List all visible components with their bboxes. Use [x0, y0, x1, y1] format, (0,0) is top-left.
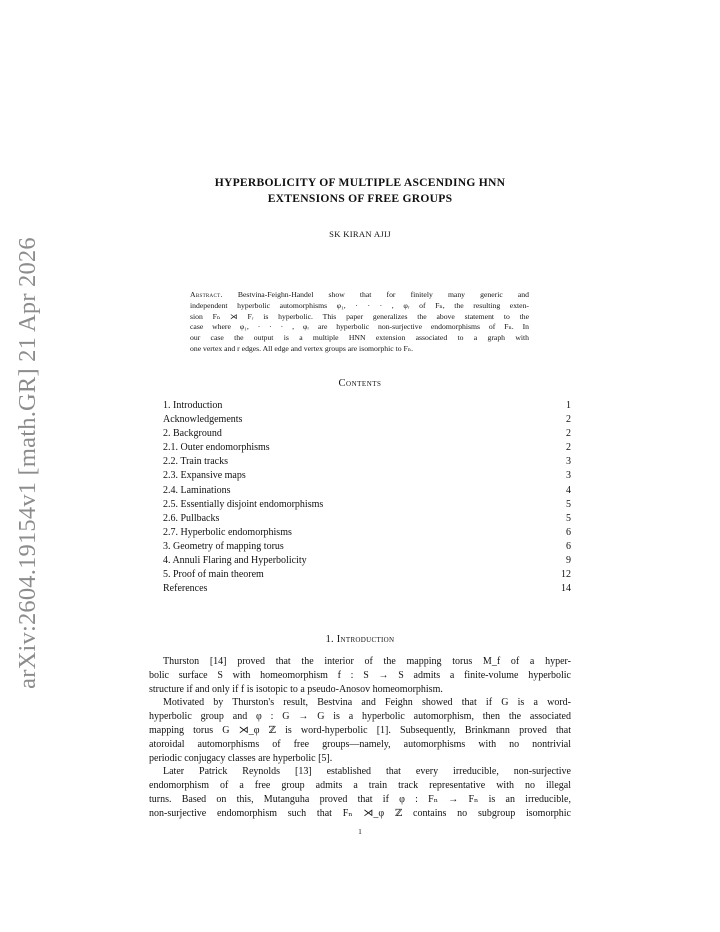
- toc-entry-train-tracks[interactable]: [163, 455, 571, 469]
- abstract-line: independent hyperbolic automorphisms φ₁, · · · , φᵣ of Fₙ, the resulting exten-: [190, 300, 529, 310]
- body-line: bolic surface S with homeomorphism f : S → S admits a finite-volume hyperbolic: [149, 669, 571, 681]
- abstract-label: Abstract.: [190, 290, 223, 299]
- abstract-text: Bestvina-Feighn-Handel show that for finitely many generic and: [237, 290, 529, 299]
- toc-entry-proof-main-theorem[interactable]: [163, 568, 571, 582]
- body-line: periodic conjugacy classes are hyperbolic [5].: [149, 752, 333, 764]
- toc-entry-label: References: [163, 583, 208, 595]
- toc-entry-page: 14: [561, 583, 571, 595]
- body-line: Thurston [14] proved that the interior of the mapping torus M_f of a hyper-: [163, 656, 571, 667]
- toc-entry-page: 3: [566, 470, 571, 482]
- title-line-2: EXTENSIONS OF FREE GROUPS: [267, 191, 453, 205]
- abstract: [190, 290, 529, 355]
- toc-entry-outer-endomorphisms[interactable]: [163, 441, 571, 455]
- toc-entry-essentially-disjoint[interactable]: [163, 498, 571, 512]
- toc-entry-label: 5. Proof of main theorem: [163, 569, 264, 581]
- title-line-1: HYPERBOLICITY OF MULTIPLE ASCENDING HNN: [214, 176, 506, 189]
- toc-entry-page: 1: [566, 400, 571, 411]
- section-heading-introduction: 1. Introduction: [325, 634, 395, 645]
- contents-heading: Contents: [338, 378, 382, 389]
- toc-entry-label: 2.7. Hyperbolic endomorphisms: [163, 526, 292, 538]
- abstract-line: one vertex and r edges. All edge and vertex groups are isomorphic to Fₙ.: [190, 343, 413, 353]
- body-line: endomorphism of a free group admits a train track representative with no illegal: [149, 780, 571, 792]
- toc-entry-hyperbolic-endomorphisms[interactable]: [163, 526, 571, 540]
- toc-entry-page: 6: [566, 540, 571, 552]
- toc-entry-page: 12: [561, 569, 571, 581]
- toc-entry-label: 2.1. Outer endomorphisms: [163, 442, 270, 454]
- body-line: structure if and only if f is isotopic to a pseudo-Anosov homeomorphism.: [149, 683, 443, 695]
- toc-entry-introduction[interactable]: [163, 399, 571, 413]
- arxiv-identifier: arXiv:2604.19154v1 [math.GR] 21 Apr 2026: [14, 237, 41, 689]
- toc-entry-page: 2: [566, 428, 571, 440]
- toc-entry-label: 2. Background: [163, 428, 222, 440]
- abstract-line: case where φ₁, · · · , φᵣ are hyperbolic non-surjective endomorphisms of Fₙ. In: [190, 322, 529, 332]
- toc-entry-page: 5: [566, 512, 571, 524]
- introduction-body: [149, 655, 571, 821]
- toc-entry-expansive-maps[interactable]: [163, 469, 571, 483]
- toc-entry-page: 2: [566, 414, 571, 426]
- toc-entry-laminations[interactable]: [163, 484, 571, 498]
- toc-entry-page: 4: [566, 484, 571, 496]
- toc-entry-annuli-flaring[interactable]: [163, 554, 571, 568]
- body-line: Motivated by Thurston's result, Bestvina and Feighn showed that if G is a word-: [163, 697, 571, 709]
- toc-entry-page: 6: [566, 526, 571, 538]
- toc-entry-pullbacks[interactable]: [163, 512, 571, 526]
- toc-entry-page: 5: [566, 498, 571, 510]
- page-number: 1: [358, 827, 362, 836]
- toc-entry-label: 2.2. Train tracks: [163, 456, 228, 468]
- body-line: hyperbolic group and φ : G → G is a hyperbolic automorphism, then the associated: [149, 711, 571, 723]
- toc-entry-label: 2.4. Laminations: [163, 484, 231, 496]
- body-line: mapping torus G ⋊_φ ℤ is word-hyperbolic [1]. Subsequently, Brinkmann proved that: [149, 724, 571, 736]
- toc-entry-geometry-mapping-torus[interactable]: [163, 540, 571, 554]
- author-name: SK KIRAN AJIJ: [329, 229, 391, 239]
- toc-entry-label: 2.6. Pullbacks: [163, 512, 220, 524]
- toc-entry-page: 9: [566, 555, 571, 567]
- table-of-contents: [163, 399, 571, 596]
- abstract-line: our case the output is a multiple HNN extension associated to a graph with: [190, 333, 529, 343]
- toc-entry-page: 2: [566, 442, 571, 454]
- toc-entry-label: 2.5. Essentially disjoint endomorphisms: [163, 498, 324, 510]
- abstract-line: sion Fₙ ⋊ Fᵣ is hyperbolic. This paper generalizes the above statement to the: [190, 311, 529, 321]
- toc-entry-page: 3: [566, 456, 571, 468]
- body-line: turns. Based on this, Mutanguha proved that if φ : Fₙ → Fₙ is an irreducible,: [149, 793, 571, 805]
- abstract-line: [190, 290, 529, 301]
- toc-entry-label: 4. Annuli Flaring and Hyperbolicity: [163, 555, 307, 567]
- body-line: non-surjective endomorphism such that Fₙ ⋊_φ ℤ contains no subgroup isomorphic: [149, 807, 571, 819]
- paper-title: [150, 175, 570, 206]
- toc-entry-background[interactable]: [163, 427, 571, 441]
- toc-entry-label: Acknowledgements: [163, 414, 243, 426]
- toc-entry-label: 2.3. Expansive maps: [163, 470, 246, 482]
- toc-entry-references[interactable]: [163, 582, 571, 596]
- body-line: Later Patrick Reynolds [13] established that every irreducible, non-surjective: [163, 766, 571, 778]
- body-line: atoroidal automorphisms of free groups—namely, automorphisms with no nontrivial: [149, 738, 571, 750]
- toc-entry-acknowledgements[interactable]: [163, 413, 571, 427]
- toc-entry-label: 1. Introduction: [163, 400, 223, 411]
- toc-entry-label: 3. Geometry of mapping torus: [163, 540, 284, 552]
